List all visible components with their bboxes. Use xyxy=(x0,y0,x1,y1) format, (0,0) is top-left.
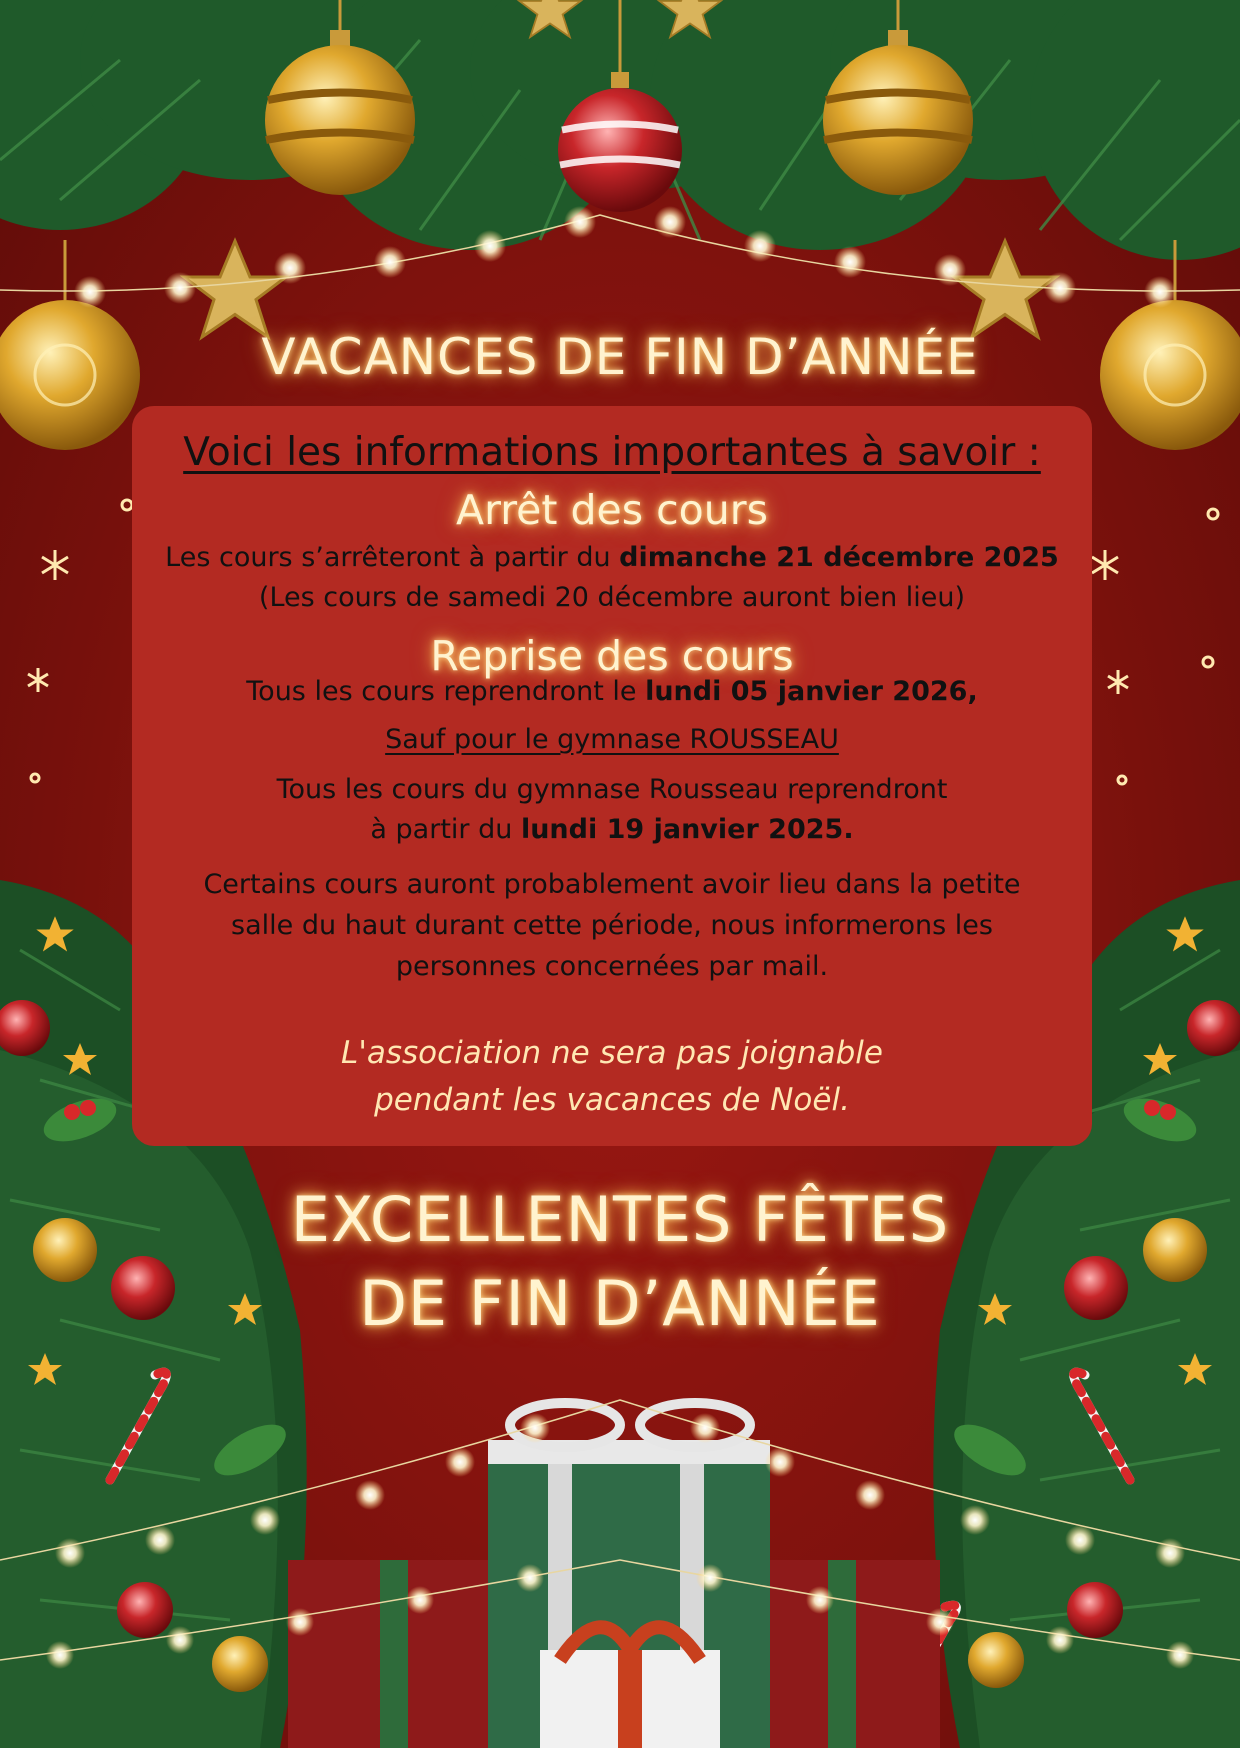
info-panel xyxy=(132,406,1092,1146)
rousseau-line-2-text: à partir du xyxy=(370,814,521,845)
note-line-2: salle du haut durant cette période, nous informerons les xyxy=(231,910,993,941)
panel-heading: Voici les informations importantes à savoir : xyxy=(183,430,1041,475)
page-title: VACANCES DE FIN D’ANNÉE xyxy=(261,328,979,386)
closing-line-1: L'association ne sera pas joignable xyxy=(341,1035,883,1071)
reprise-line-1 xyxy=(132,676,1092,707)
closing-note xyxy=(132,1030,1092,1124)
arret-line-1-text: Les cours s’arrêteront à partir du xyxy=(165,542,620,573)
reprise-exception: Sauf pour le gymnase ROUSSEAU xyxy=(385,724,839,755)
rousseau-line-2 xyxy=(132,814,1092,845)
note-line-1: Certains cours auront probablement avoir lieu dans la petite xyxy=(203,869,1021,900)
note-line-3: personnes concernées par mail. xyxy=(395,951,829,982)
section-title-reprise: Reprise des cours xyxy=(430,632,794,680)
rousseau-line-1: Tous les cours du gymnase Rousseau reprendront xyxy=(276,774,948,805)
arret-date: dimanche 21 décembre 2025 xyxy=(619,542,1059,573)
section-title-arret: Arrêt des cours xyxy=(456,486,768,534)
gift-boxes-icon xyxy=(288,1403,940,1748)
greeting-line-2: DE FIN D’ANNÉE xyxy=(359,1267,881,1340)
greeting-line-1: EXCELLENTES FÊTES xyxy=(290,1183,950,1256)
arret-line-2: (Les cours de samedi 20 décembre auront bien lieu) xyxy=(258,582,966,613)
reprise-line-1-text: Tous les cours reprendront le xyxy=(246,676,646,707)
closing-line-2: pendant les vacances de Noël. xyxy=(374,1082,850,1118)
arret-line-1 xyxy=(132,542,1092,573)
rousseau-date: lundi 19 janvier 2025. xyxy=(520,814,854,845)
holiday-greeting xyxy=(0,1178,1240,1346)
reprise-date: lundi 05 janvier 2026, xyxy=(645,676,978,707)
rousseau-note xyxy=(132,864,1092,987)
